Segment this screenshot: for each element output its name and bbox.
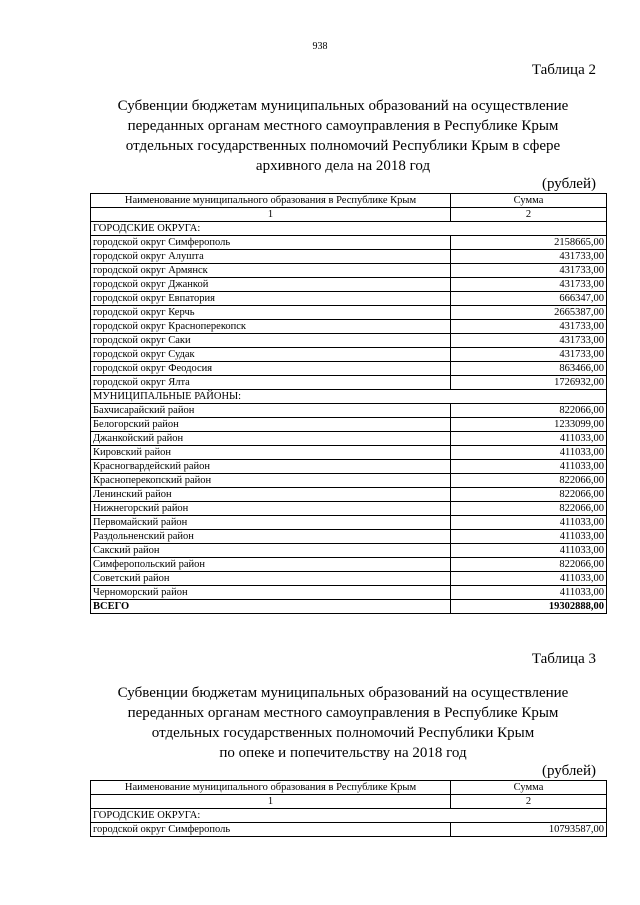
column-number-cell: 2	[451, 208, 607, 222]
amount-cell: 822066,00	[451, 558, 607, 572]
amount-cell: 431733,00	[451, 320, 607, 334]
table2-title-line: отдельных государственных полномочий Республики Крым в сфере	[125, 138, 561, 154]
table3-title-line: Субвенции бюджетам муниципальных образований на осуществление	[117, 685, 569, 701]
header-sum-cell: Сумма	[451, 194, 607, 208]
amount-cell: 822066,00	[451, 488, 607, 502]
table-row	[91, 474, 607, 488]
municipality-name-cell: городской округ Симферополь	[91, 236, 451, 250]
table-row	[91, 544, 607, 558]
table-row	[91, 432, 607, 446]
table2-grid	[90, 193, 607, 614]
amount-cell: 822066,00	[451, 404, 607, 418]
amount-cell: 1726932,00	[451, 376, 607, 390]
table-row	[91, 306, 607, 320]
municipality-name-cell: городской округ Алушта	[91, 250, 451, 264]
amount-cell: 431733,00	[451, 334, 607, 348]
table-row	[91, 823, 607, 837]
amount-cell: 411033,00	[451, 460, 607, 474]
table-row	[91, 502, 607, 516]
amount-cell: 10793587,00	[451, 823, 607, 837]
amount-cell: 411033,00	[451, 446, 607, 460]
table-row	[91, 320, 607, 334]
table-row	[91, 278, 607, 292]
table-row	[91, 376, 607, 390]
amount-cell: 863466,00	[451, 362, 607, 376]
municipality-name-cell: городской округ Саки	[91, 334, 451, 348]
table3-title-line: переданных органам местного самоуправления в Республике Крым	[127, 705, 559, 721]
table-row	[91, 558, 607, 572]
municipality-name-cell: Первомайский район	[91, 516, 451, 530]
table-row	[91, 236, 607, 250]
municipality-name-cell: Сакский район	[91, 544, 451, 558]
table-row	[91, 572, 607, 586]
municipality-name-cell: Белогорский район	[91, 418, 451, 432]
amount-cell: 822066,00	[451, 502, 607, 516]
table2-label: Таблица 2	[531, 62, 596, 78]
amount-cell: 411033,00	[451, 432, 607, 446]
column-number-cell: 2	[451, 795, 607, 809]
table3-title-line: отдельных государственных полномочий Республики Крым	[151, 725, 535, 741]
municipality-name-cell: городской округ Феодосия	[91, 362, 451, 376]
municipality-name-cell: Раздольненский район	[91, 530, 451, 544]
amount-cell: 1233099,00	[451, 418, 607, 432]
table3-units: (рублей)	[541, 763, 596, 779]
municipality-name-cell: Черноморский район	[91, 586, 451, 600]
table3-label: Таблица 3	[531, 651, 596, 667]
municipality-name-cell: Красногвардейский район	[91, 460, 451, 474]
table-row	[91, 334, 607, 348]
column-number-cell: 1	[91, 208, 451, 222]
municipality-name-cell: городской округ Судак	[91, 348, 451, 362]
table2-title-line: архивного дела на 2018 год	[255, 158, 431, 174]
section-row	[91, 390, 607, 404]
section-heading: ГОРОДСКИЕ ОКРУГА:	[91, 809, 607, 823]
header-name-cell: Наименование муниципального образования в Республике Крым	[91, 781, 451, 795]
table3-title-line: по опеке и попечительству на 2018 год	[219, 745, 467, 761]
amount-cell: 431733,00	[451, 278, 607, 292]
table2-units: (рублей)	[541, 176, 596, 192]
municipality-name-cell: Красноперекопский район	[91, 474, 451, 488]
municipality-name-cell: Симферопольский район	[91, 558, 451, 572]
amount-cell: 411033,00	[451, 586, 607, 600]
table-row	[91, 348, 607, 362]
page-number: 938	[312, 41, 328, 52]
column-number-row	[91, 208, 607, 222]
amount-cell: 666347,00	[451, 292, 607, 306]
table2-title-line: переданных органам местного самоуправления в Республике Крым	[127, 118, 559, 134]
total-row	[91, 600, 607, 614]
municipality-name-cell: городской округ Ялта	[91, 376, 451, 390]
table-row	[91, 446, 607, 460]
table3-grid	[90, 780, 607, 837]
amount-cell: 431733,00	[451, 348, 607, 362]
municipality-name-cell: городской округ Керчь	[91, 306, 451, 320]
table3-title	[90, 683, 596, 763]
municipality-name-cell: Нижнегорский район	[91, 502, 451, 516]
total-sum-cell: 19302888,00	[451, 600, 607, 614]
amount-cell: 2665387,00	[451, 306, 607, 320]
table-row	[91, 488, 607, 502]
table2-title-line: Субвенции бюджетам муниципальных образований на осуществление	[117, 98, 569, 114]
amount-cell: 411033,00	[451, 516, 607, 530]
table-row	[91, 264, 607, 278]
table-header-row	[91, 781, 607, 795]
table-row	[91, 530, 607, 544]
municipality-name-cell: городской округ Симферополь	[91, 823, 451, 837]
municipality-name-cell: Советский район	[91, 572, 451, 586]
column-number-row	[91, 795, 607, 809]
municipality-name-cell: городской округ Евпатория	[91, 292, 451, 306]
column-number-cell: 1	[91, 795, 451, 809]
section-row	[91, 809, 607, 823]
table-row	[91, 250, 607, 264]
municipality-name-cell: городской округ Джанкой	[91, 278, 451, 292]
table2-title	[90, 96, 596, 176]
municipality-name-cell: Бахчисарайский район	[91, 404, 451, 418]
amount-cell: 411033,00	[451, 530, 607, 544]
table-row	[91, 404, 607, 418]
table-row	[91, 516, 607, 530]
amount-cell: 2158665,00	[451, 236, 607, 250]
municipality-name-cell: Джанкойский район	[91, 432, 451, 446]
amount-cell: 411033,00	[451, 544, 607, 558]
amount-cell: 411033,00	[451, 572, 607, 586]
municipality-name-cell: городской округ Красноперекопск	[91, 320, 451, 334]
amount-cell: 431733,00	[451, 250, 607, 264]
header-sum-cell: Сумма	[451, 781, 607, 795]
municipality-name-cell: Кировский район	[91, 446, 451, 460]
section-row	[91, 222, 607, 236]
total-label-cell: ВСЕГО	[91, 600, 451, 614]
table-row	[91, 292, 607, 306]
table-row	[91, 418, 607, 432]
table-row	[91, 586, 607, 600]
amount-cell: 822066,00	[451, 474, 607, 488]
table-row	[91, 362, 607, 376]
header-name-cell: Наименование муниципального образования в Республике Крым	[91, 194, 451, 208]
table-row	[91, 460, 607, 474]
municipality-name-cell: городской округ Армянск	[91, 264, 451, 278]
section-heading: ГОРОДСКИЕ ОКРУГА:	[91, 222, 607, 236]
table-header-row	[91, 194, 607, 208]
section-heading: МУНИЦИПАЛЬНЫЕ РАЙОНЫ:	[91, 390, 607, 404]
municipality-name-cell: Ленинский район	[91, 488, 451, 502]
amount-cell: 431733,00	[451, 264, 607, 278]
